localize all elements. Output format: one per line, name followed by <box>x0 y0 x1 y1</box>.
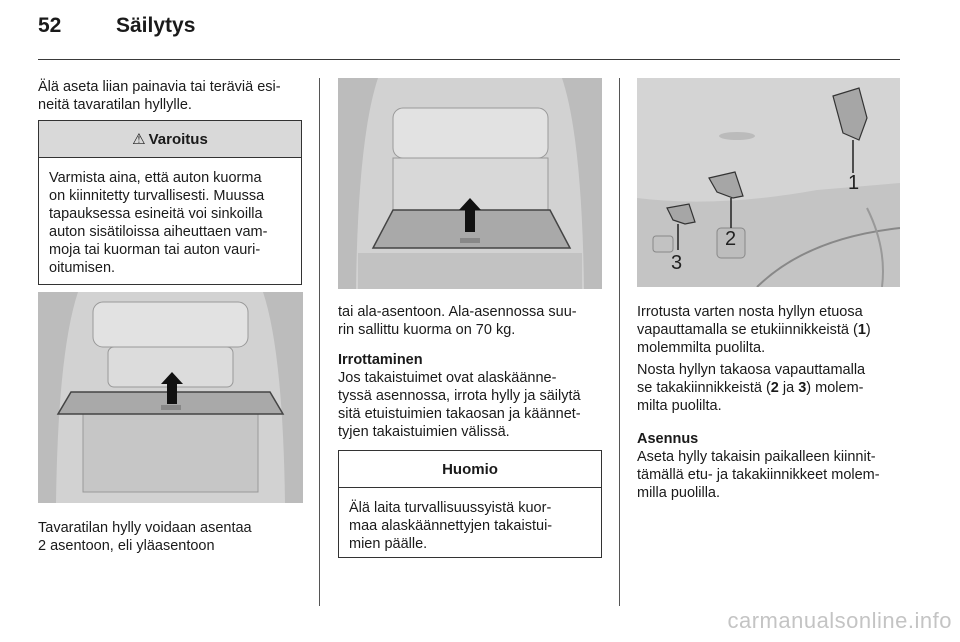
para-lower-position: tai ala-asentoon. Ala-asennossa suu- rin sallittu kuorma on 70 kg. <box>338 304 577 338</box>
note-box <box>338 450 602 558</box>
page-number: 52 <box>38 14 62 37</box>
callout-1: 1 <box>848 172 860 194</box>
note-title: Huomio <box>442 460 498 478</box>
column-divider-1 <box>319 78 320 606</box>
cargo-shelf-lower-illustration <box>338 78 602 289</box>
page-title: Säilytys <box>116 14 196 37</box>
install-section: Asennus Aseta hylly takaisin paikalleen kiinnit- tämällä etu- ja takakiinnikkeet molem- milla puolilla. <box>637 431 880 501</box>
caption-text: Tavaratilan hylly voidaan asentaa 2 asentoon, eli yläasentoon <box>38 520 252 554</box>
removal-section: Irrottaminen Jos takaistuimet ovat alaskäänne- tyssä asennossa, irrota hylly ja säilytä sitä etuistuimien takaosan ja käännet- tyjen takaistuimien välissä. <box>338 352 581 440</box>
warning-triangle-icon: ⚠ <box>132 131 146 148</box>
column-divider-2 <box>619 78 620 606</box>
warning-box <box>38 120 302 285</box>
warning-title: Varoitus <box>148 130 208 148</box>
para-front-release: Irrotusta varten nosta hyllyn etuosa vapauttamalla se etukiinnikkeistä (1) molemmilta puolilta. <box>637 304 871 356</box>
shelf-mounts-illustration <box>637 78 900 287</box>
install-heading: Asennus <box>637 431 699 447</box>
intro-text: Älä aseta liian painavia tai teräviä esi- neitä tavaratilan hyllylle. <box>38 79 281 113</box>
note-body: Älä laita turvallisuussyistä kuor- maa alaskäännettyjen takaistui- mien päälle. <box>349 500 553 552</box>
callout-2: 2 <box>725 228 737 250</box>
removal-heading: Irrottaminen <box>338 352 423 368</box>
callout-3: 3 <box>671 252 683 274</box>
warning-body: Varmista aina, että auton kuorma on kiinnitetty turvallisesti. Muussa tapauksessa esineitä voi sinkoilla auton sisätiloissa aiheuttaen vam- moja tai kuorman tai auton vauri- oitumisen. <box>49 170 268 276</box>
watermark: carmanualsonline.info <box>727 608 952 633</box>
cargo-shelf-upper-illustration <box>38 292 303 503</box>
para-rear-release: Nosta hyllyn takaosa vapauttamalla se takakiinnikkeistä (2 ja 3) molem- milta puolilta. <box>637 362 866 414</box>
header-rule <box>38 59 900 60</box>
warning-header <box>39 121 301 158</box>
note-header <box>339 451 601 488</box>
